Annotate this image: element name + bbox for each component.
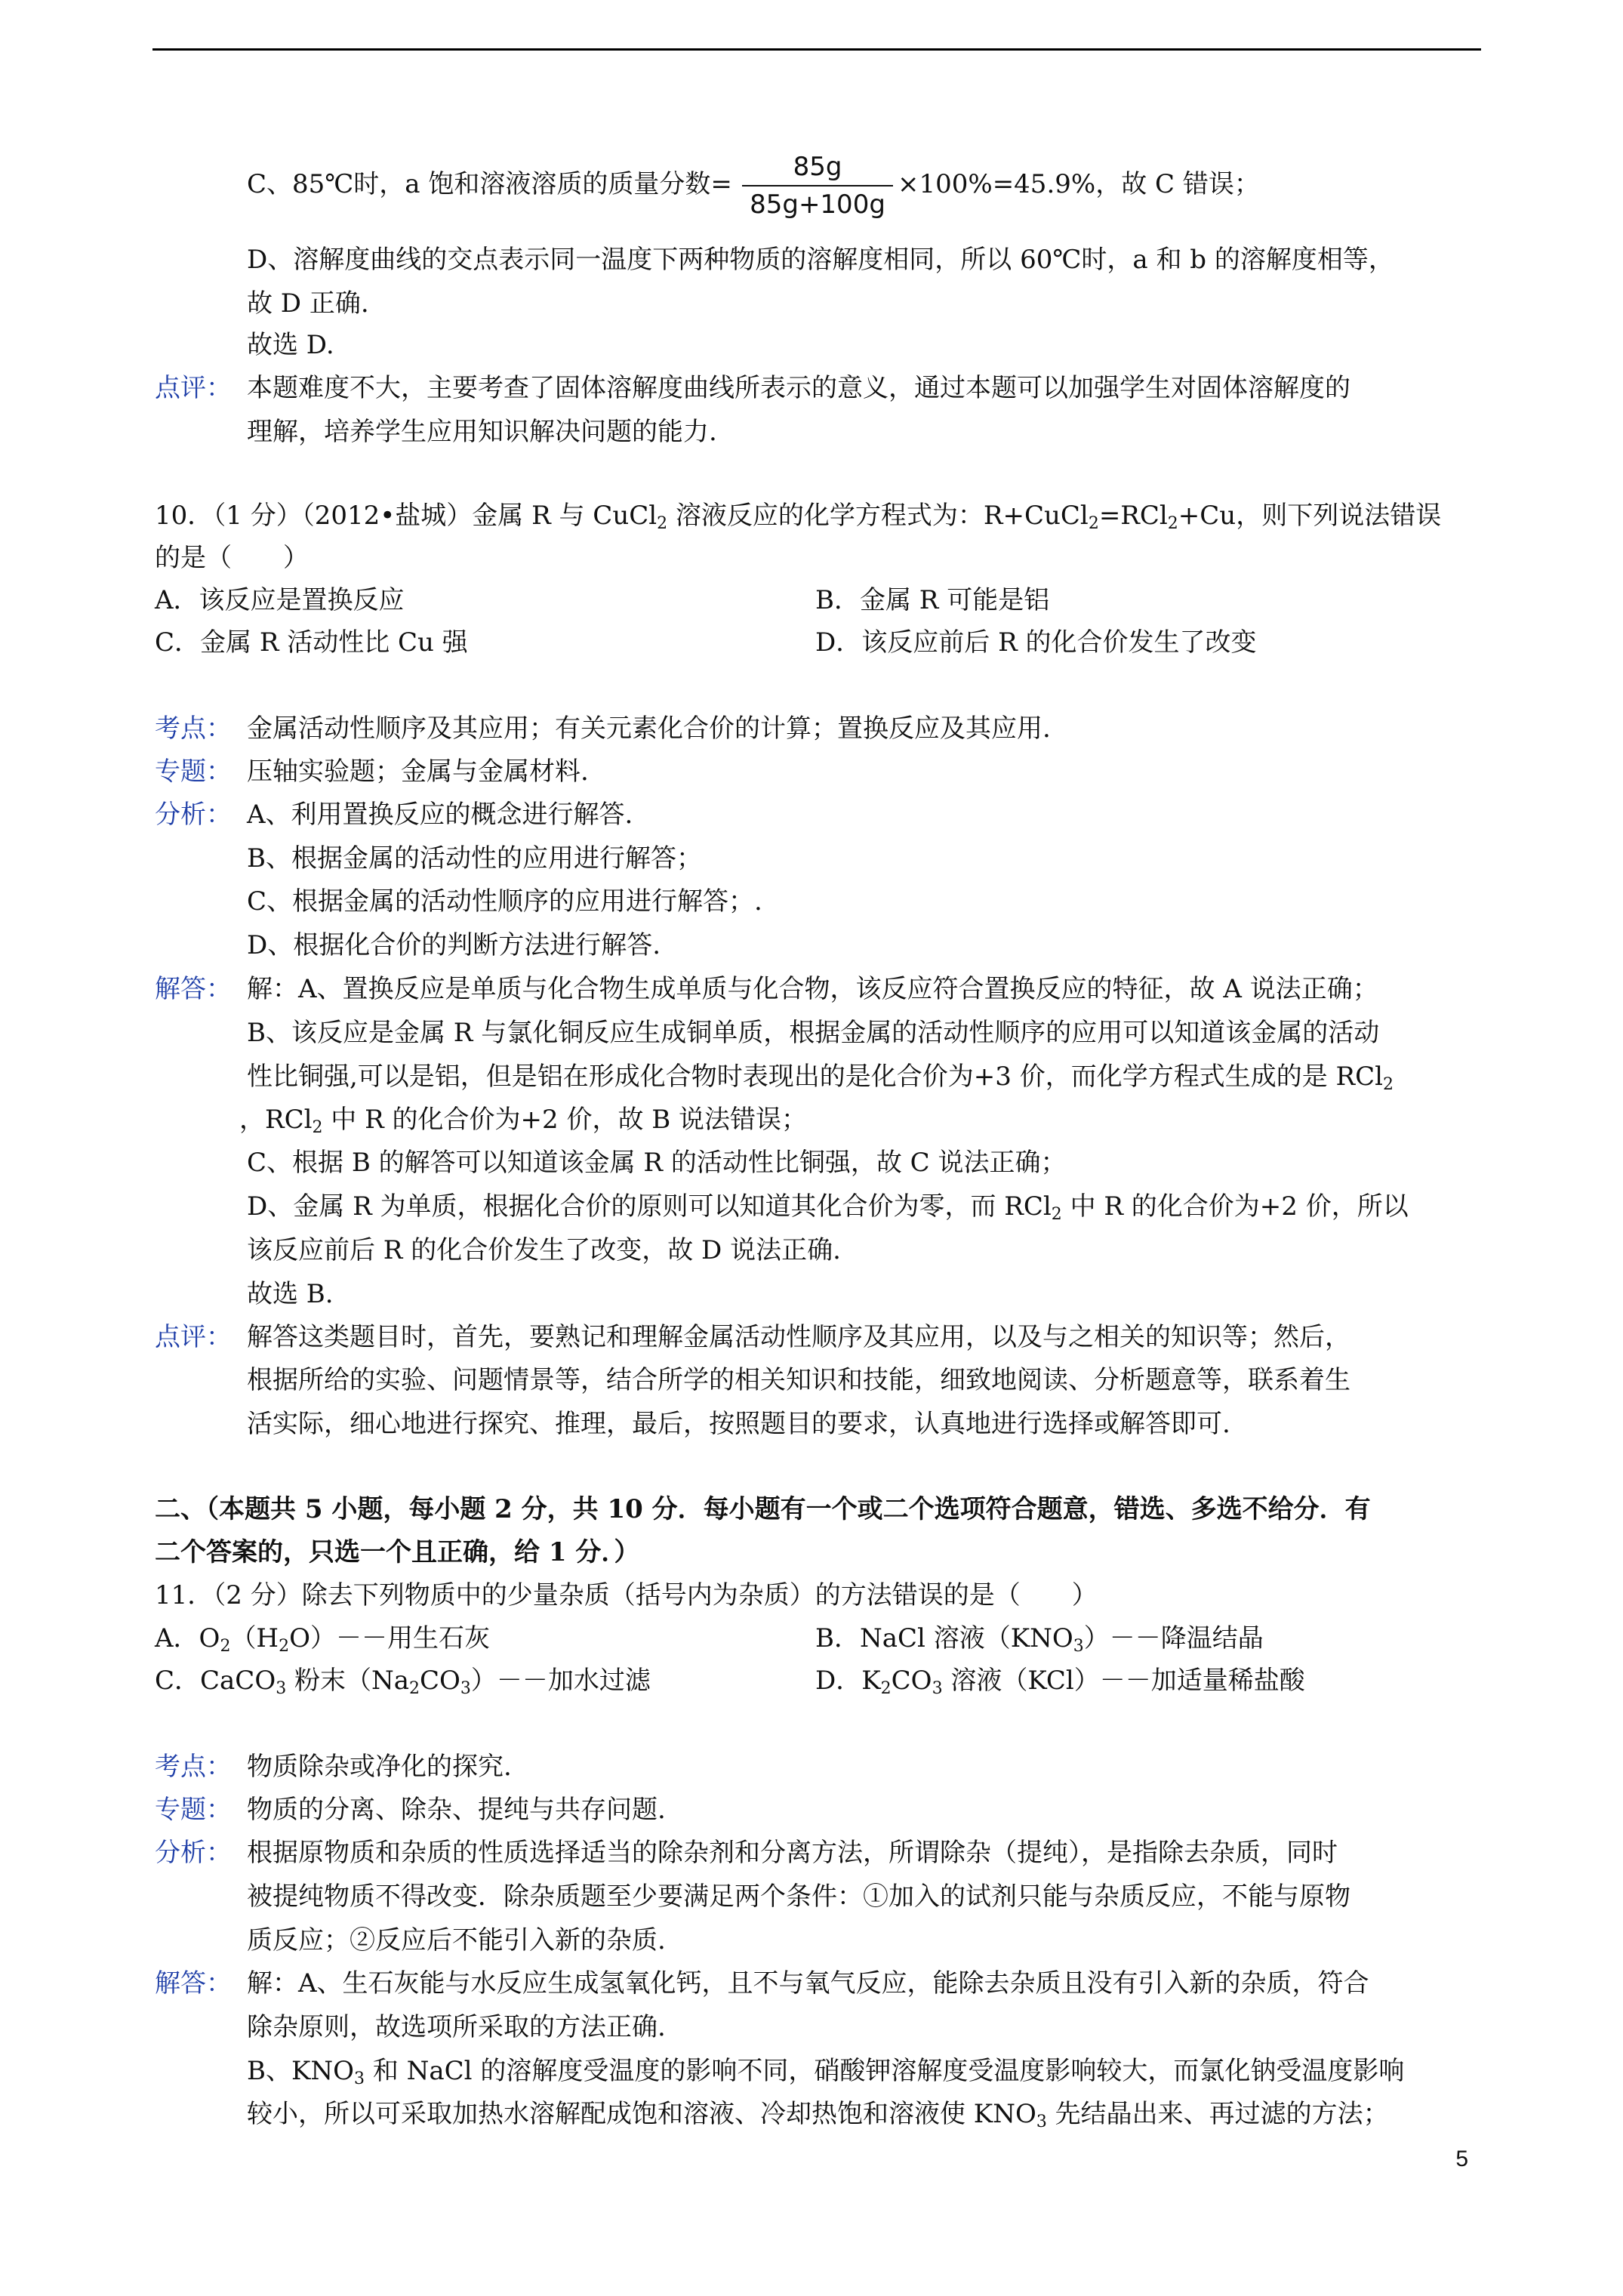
q9-c-result: ×100%=45.9%，故 C 错误；	[898, 169, 1260, 199]
q10-zhuanti: 压轴实验题；金属与金属材料.	[247, 757, 589, 787]
q10-jieda-text: 中 R 的化合价为+2 价，所以	[1061, 1191, 1409, 1222]
q10-zhuanti-label: 专题：	[155, 757, 232, 787]
q11-jieda-text: 先结晶出来、再过滤的方法；	[1046, 2099, 1389, 2129]
q9-option-c-line	[247, 168, 732, 201]
q11-jieda-line2: 除杂原则，故选项所采取的方法正确.	[247, 2012, 666, 2042]
q11-kaodian: 物质除杂或净化的探究.	[247, 1752, 512, 1782]
q10-jieda-sub: 2	[1383, 1075, 1394, 1094]
q11-jieda-line4	[247, 2097, 1389, 2131]
q11-fenxi-line3: 质反应；②反应后不能引入新的杂质.	[247, 1925, 666, 1955]
q11-b-text: B．NaCl 溶液（KNO	[815, 1623, 1073, 1653]
q11-jieda-line3	[247, 2054, 1404, 2088]
q11-c-sub: 2	[409, 1679, 420, 1698]
section2-header-line1: 二、（本题共 5 小题，每小题 2 分，共 10 分．每小题有一个或二个选项符合题意，错选、多选不给分．有	[155, 1494, 1371, 1524]
q10-option-a: A．该反应是置换反应	[155, 585, 405, 615]
q10-jieda-line7: 该反应前后 R 的化合价发生了改变，故 D 说法正确.	[247, 1235, 841, 1265]
q10-fenxi-line4: D、根据化合价的判断方法进行解答.	[247, 930, 661, 960]
q10-stem-sub: 2	[657, 514, 668, 533]
q10-jieda-line3	[247, 1060, 1394, 1093]
q11-zhuanti: 物质的分离、除杂、提纯与共存问题.	[247, 1795, 666, 1825]
header-rule	[152, 48, 1481, 51]
q11-d-sub: 2	[880, 1679, 892, 1698]
q10-jieda-line5: C、根据 B 的解答可以知道该金属 R 的活动性比铜强，故 C 说法正确；	[247, 1148, 1067, 1178]
q10-jieda-line8: 故选 B.	[247, 1279, 334, 1309]
q10-kaodian-label: 考点：	[155, 713, 232, 744]
fraction-numerator: 85g	[793, 152, 842, 182]
q11-a-text: O）－－用生石灰	[289, 1623, 490, 1653]
q9-c-text: C、85℃时，a 饱和溶液溶质的质量分数=	[247, 169, 732, 199]
q11-b-text: ）－－降温结晶	[1083, 1623, 1264, 1653]
page-number: 5	[1455, 2147, 1468, 2171]
q11-option-a	[155, 1622, 490, 1655]
q11-zhuanti-label: 专题：	[155, 1795, 232, 1825]
q11-a-sub: 2	[279, 1637, 290, 1656]
q11-jieda-text: 较小，所以可采取加热水溶解配成饱和溶液、冷却热饱和溶液使 KNO	[247, 2099, 1036, 2129]
q9-comment-line2: 理解，培养学生应用知识解决问题的能力.	[247, 417, 717, 447]
q11-c-text: C．CaCO	[155, 1666, 276, 1696]
q10-dianping-line1: 解答这类题目时，首先，要熟记和理解金属活动性顺序及其应用，以及与之相关的知识等；然后，	[247, 1322, 1350, 1352]
q10-stem-sub: 2	[1167, 514, 1178, 533]
q10-jieda-label: 解答：	[155, 974, 232, 1004]
q10-jieda-text: 性比铜强,可以是铝，但是铝在形成化合物时表现出的是化合价为+3 价，而化学方程式生成的是 RCl	[247, 1062, 1384, 1092]
q11-d-text: D．K	[815, 1666, 881, 1696]
q10-fenxi-label: 分析：	[155, 800, 232, 830]
q10-dianping-line2: 根据所给的实验、问题情景等，结合所学的相关知识和技能，细致地阅读、分析题意等，联系着生	[247, 1365, 1350, 1395]
q11-c-sub: 3	[460, 1679, 471, 1698]
q11-jieda-sub: 3	[1036, 2113, 1047, 2131]
fraction-denominator: 85g+100g	[750, 190, 885, 220]
mass-fraction	[742, 151, 893, 220]
q11-jieda-text: 和 NaCl 的溶解度受温度的影响不同，硝酸钾溶解度受温度影响较大，而氯化钠受温度影响	[365, 2056, 1405, 2086]
fraction-bar	[742, 185, 893, 186]
q9-option-d-line1: D、溶解度曲线的交点表示同一温度下两种物质的溶解度相同，所以 60℃时，a 和 b 的溶解度相等，	[247, 245, 1394, 275]
q11-a-text: A．O	[155, 1623, 220, 1653]
q9-option-d-line2: 故 D 正确.	[247, 288, 369, 319]
q10-jieda-text: ，RCl	[239, 1105, 313, 1135]
q10-dianping-line3: 活实际，细心地进行探究、推理，最后，按照题目的要求，认真地进行选择或解答即可.	[247, 1409, 1230, 1439]
q10-stem-line1	[155, 499, 1441, 532]
q11-kaodian-label: 考点：	[155, 1752, 232, 1782]
q11-stem: 11．（2 分）除去下列物质中的少量杂质（括号内为杂质）的方法错误的是（ ）	[155, 1580, 1098, 1610]
q11-a-text: （H	[230, 1623, 279, 1653]
q10-stem-sub: 2	[1088, 514, 1099, 533]
q10-jieda-sub: 2	[1051, 1205, 1062, 1224]
q11-jieda-text: B、KNO	[247, 2056, 355, 2086]
q9-comment-label: 点评：	[155, 373, 232, 403]
q10-fenxi-line3: C、根据金属的活动性顺序的应用进行解答；.	[247, 886, 762, 917]
q10-option-d: D．该反应前后 R 的化合价发生了改变	[815, 627, 1257, 658]
q11-option-c	[155, 1664, 651, 1697]
q11-c-sub: 3	[276, 1679, 287, 1698]
q11-d-sub: 3	[932, 1679, 943, 1698]
section2-header-line2: 二个答案的，只选一个且正确，给 1 分．）	[155, 1537, 640, 1567]
q11-b-sub: 3	[1073, 1637, 1084, 1656]
q9-answer: 故选 D.	[247, 330, 334, 360]
q11-option-d	[815, 1664, 1305, 1697]
q10-stem-part: =RCl	[1098, 501, 1168, 531]
q11-d-text: 溶液（KCl）－－加适量稀盐酸	[942, 1666, 1305, 1696]
q11-c-text: CO	[420, 1666, 460, 1696]
q11-jieda-label: 解答：	[155, 1968, 232, 1999]
q11-jieda-sub: 3	[354, 2069, 365, 2088]
q10-jieda-line1: 解：A、置换反应是单质与化合物生成单质与化合物，该反应符合置换反应的特征，故 A 说法正确；	[247, 974, 1378, 1004]
q10-jieda-sub: 2	[312, 1118, 323, 1137]
q10-kaodian: 金属活动性顺序及其应用；有关元素化合价的计算；置换反应及其应用.	[247, 713, 1051, 744]
q10-fenxi-line1: A、利用置换反应的概念进行解答.	[247, 800, 633, 830]
q9-comment-line1: 本题难度不大，主要考查了固体溶解度曲线所表示的意义，通过本题可以加强学生对固体溶解度的	[247, 373, 1350, 403]
q10-jieda-text: 中 R 的化合价为+2 价，故 B 说法错误；	[322, 1105, 808, 1135]
q11-a-sub: 2	[220, 1637, 231, 1656]
q10-fenxi-line2: B、根据金属的活动性的应用进行解答；	[247, 843, 702, 874]
q10-option-b: B．金属 R 可能是铝	[815, 585, 1050, 615]
q11-c-text: 粉末（Na	[286, 1666, 410, 1696]
q11-fenxi-line1: 根据原物质和杂质的性质选择适当的除杂剂和分离方法，所谓除杂（提纯），是指除去杂质，同时	[247, 1838, 1338, 1868]
q10-jieda-line6	[247, 1190, 1409, 1223]
q11-c-text: ）－－加水过滤	[470, 1666, 651, 1696]
q10-stem-part: 溶液反应的化学方程式为：R+CuCl	[667, 501, 1089, 531]
q10-jieda-line4	[239, 1103, 807, 1136]
q10-stem-part: +Cu，则下列说法错误	[1178, 501, 1442, 531]
q11-d-text: CO	[891, 1666, 932, 1696]
q11-fenxi-line2: 被提纯物质不得改变．除杂质题至少要满足两个条件：①加入的试剂只能与杂质反应，不能与原物	[247, 1881, 1350, 1912]
q10-option-c: C．金属 R 活动性比 Cu 强	[155, 627, 468, 658]
q10-dianping-label: 点评：	[155, 1322, 232, 1352]
q10-jieda-line2: B、该反应是金属 R 与氯化铜反应生成铜单质，根据金属的活动性顺序的应用可以知道该金属的活动	[247, 1018, 1380, 1048]
q11-option-b	[815, 1622, 1264, 1655]
q11-fenxi-label: 分析：	[155, 1838, 232, 1868]
q10-stem-part: 10．（1 分）（2012•盐城）金属 R 与 CuCl	[155, 501, 658, 531]
q10-jieda-text: D、金属 R 为单质，根据化合价的原则可以知道其化合价为零，而 RCl	[247, 1191, 1052, 1222]
q10-stem-line2: 的是（ ）	[155, 543, 309, 573]
q11-jieda-line1: 解：A、生石灰能与水反应生成氢氧化钙，且不与氧气反应，能除去杂质且没有引入新的杂质，符合	[247, 1968, 1369, 1999]
